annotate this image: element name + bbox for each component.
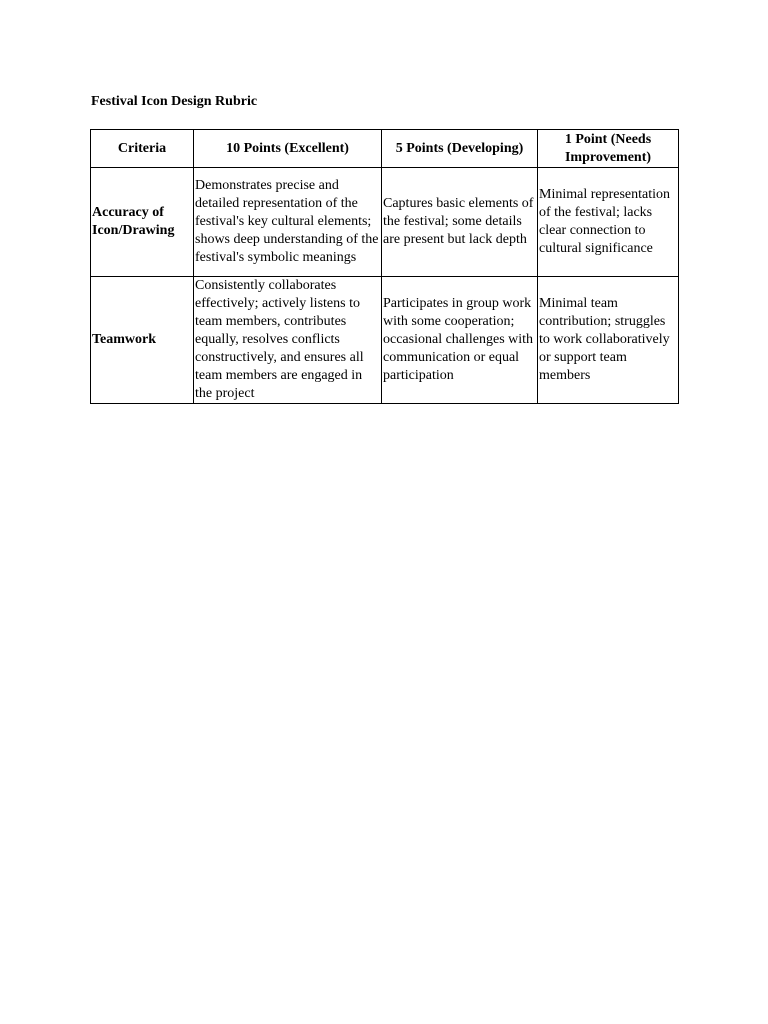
needs-improvement-cell: Minimal team contribution; struggles to work collaboratively or support team members xyxy=(538,277,679,404)
excellent-cell: Demonstrates precise and detailed representation of the festival's key cultural elements; shows deep understanding of the festival's symbolic meanings xyxy=(194,168,382,277)
developing-cell: Captures basic elements of the festival; some details are present but lack depth xyxy=(382,168,538,277)
header-criteria: Criteria xyxy=(91,130,194,168)
table-row xyxy=(91,277,679,404)
rubric-table xyxy=(90,129,679,404)
developing-cell: Participates in group work with some cooperation; occasional challenges with communication or equal participation xyxy=(382,277,538,404)
criteria-cell: Accuracy of Icon/Drawing xyxy=(91,168,194,277)
needs-improvement-cell: Minimal representation of the festival; lacks clear connection to cultural significance xyxy=(538,168,679,277)
excellent-cell: Consistently collaborates effectively; actively listens to team members, contributes equally, resolves conflicts constructively, and ensures all team members are engaged in the project xyxy=(194,277,382,404)
criteria-cell: Teamwork xyxy=(91,277,194,404)
header-excellent: 10 Points (Excellent) xyxy=(194,130,382,168)
header-needs-improvement: 1 Point (Needs Improvement) xyxy=(538,130,679,168)
table-row xyxy=(91,168,679,277)
document-title: Festival Icon Design Rubric xyxy=(91,94,258,109)
header-developing: 5 Points (Developing) xyxy=(382,130,538,168)
header-row xyxy=(91,130,679,168)
